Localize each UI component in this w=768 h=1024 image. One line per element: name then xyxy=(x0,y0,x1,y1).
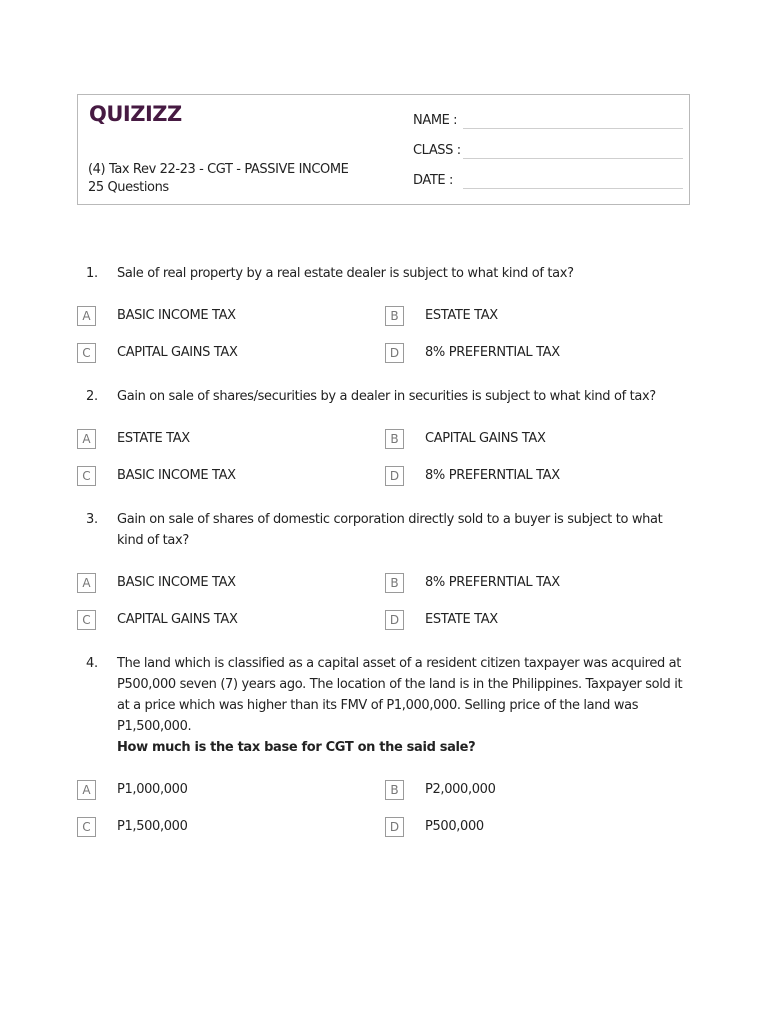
question-2-text: Gain on sale of shares/securities by a dealer in securities is subject to what kind of tax? xyxy=(117,389,656,404)
option-letter-box: A xyxy=(77,780,96,800)
date-field[interactable] xyxy=(413,172,683,190)
option-text: P1,500,000 xyxy=(117,819,188,834)
option-letter-box: D xyxy=(385,610,404,630)
question-4-option-b[interactable] xyxy=(385,780,675,800)
option-letter-box: A xyxy=(77,429,96,449)
question-3-option-c[interactable] xyxy=(77,610,367,630)
question-4-body xyxy=(117,653,685,758)
option-text: CAPITAL GAINS TAX xyxy=(117,345,238,360)
option-text: P500,000 xyxy=(425,819,484,834)
question-2-option-d[interactable] xyxy=(385,466,675,486)
option-letter-box: A xyxy=(77,573,96,593)
option-text: CAPITAL GAINS TAX xyxy=(117,612,238,627)
question-1-option-d[interactable] xyxy=(385,343,675,363)
question-3-option-a[interactable] xyxy=(77,573,367,593)
option-text: 8% PREFERNTIAL TAX xyxy=(425,468,560,483)
option-letter-box: C xyxy=(77,817,96,837)
name-field[interactable] xyxy=(413,112,683,130)
question-1-text: Sale of real property by a real estate dealer is subject to what kind of tax? xyxy=(117,266,574,281)
option-letter-box: C xyxy=(77,343,96,363)
question-4-number: 4. xyxy=(86,656,98,671)
date-label: DATE : xyxy=(413,173,453,188)
question-2-number: 2. xyxy=(86,389,98,404)
option-text: P1,000,000 xyxy=(117,782,188,797)
question-1-option-b[interactable] xyxy=(385,306,675,326)
class-line[interactable] xyxy=(463,158,683,159)
question-4-prompt: How much is the tax base for CGT on the said sale? xyxy=(117,740,476,755)
question-4-option-a[interactable] xyxy=(77,780,367,800)
option-text: 8% PREFERNTIAL TAX xyxy=(425,345,560,360)
name-label: NAME : xyxy=(413,113,458,128)
question-1-option-c[interactable] xyxy=(77,343,367,363)
option-text: BASIC INCOME TAX xyxy=(117,308,236,323)
option-letter-box: C xyxy=(77,610,96,630)
question-3-option-b[interactable] xyxy=(385,573,675,593)
option-text: P2,000,000 xyxy=(425,782,496,797)
question-2-option-b[interactable] xyxy=(385,429,675,449)
option-letter-box: B xyxy=(385,306,404,326)
question-count: 25 Questions xyxy=(88,180,169,195)
option-letter-box: D xyxy=(385,817,404,837)
option-letter-box: B xyxy=(385,573,404,593)
question-1-number: 1. xyxy=(86,266,98,281)
date-line[interactable] xyxy=(463,188,683,189)
name-line[interactable] xyxy=(463,128,683,129)
question-1-option-a[interactable] xyxy=(77,306,367,326)
option-text: ESTATE TAX xyxy=(117,431,190,446)
question-4-option-c[interactable] xyxy=(77,817,367,837)
option-text: 8% PREFERNTIAL TAX xyxy=(425,575,560,590)
quizizz-logo: QUIZIZZ xyxy=(89,102,182,126)
option-letter-box: A xyxy=(77,306,96,326)
option-text: BASIC INCOME TAX xyxy=(117,575,236,590)
option-text: ESTATE TAX xyxy=(425,612,498,627)
option-text: CAPITAL GAINS TAX xyxy=(425,431,546,446)
option-letter-box: D xyxy=(385,466,404,486)
option-letter-box: C xyxy=(77,466,96,486)
option-letter-box: D xyxy=(385,343,404,363)
class-field[interactable] xyxy=(413,142,683,160)
option-letter-box: B xyxy=(385,429,404,449)
class-label: CLASS : xyxy=(413,143,461,158)
question-3-number: 3. xyxy=(86,512,98,527)
option-text: BASIC INCOME TAX xyxy=(117,468,236,483)
option-text: ESTATE TAX xyxy=(425,308,498,323)
question-2-option-a[interactable] xyxy=(77,429,367,449)
question-4-text: The land which is classified as a capital asset of a resident citizen taxpayer was acquired at P500,000 seven (7) years ago. The location of the land is in the Philippines. Taxpayer sold it at a price which was higher than its FMV of P1,000,000. Selling price of the land was P1,500,000. xyxy=(117,656,683,734)
option-letter-box: B xyxy=(385,780,404,800)
question-4-option-d[interactable] xyxy=(385,817,675,837)
quiz-title: (4) Tax Rev 22-23 - CGT - PASSIVE INCOME xyxy=(88,162,349,177)
question-2-option-c[interactable] xyxy=(77,466,367,486)
question-3-option-d[interactable] xyxy=(385,610,675,630)
question-3-text: Gain on sale of shares of domestic corporation directly sold to a buyer is subject to what kind of tax? xyxy=(117,512,663,548)
worksheet-header xyxy=(77,94,690,205)
